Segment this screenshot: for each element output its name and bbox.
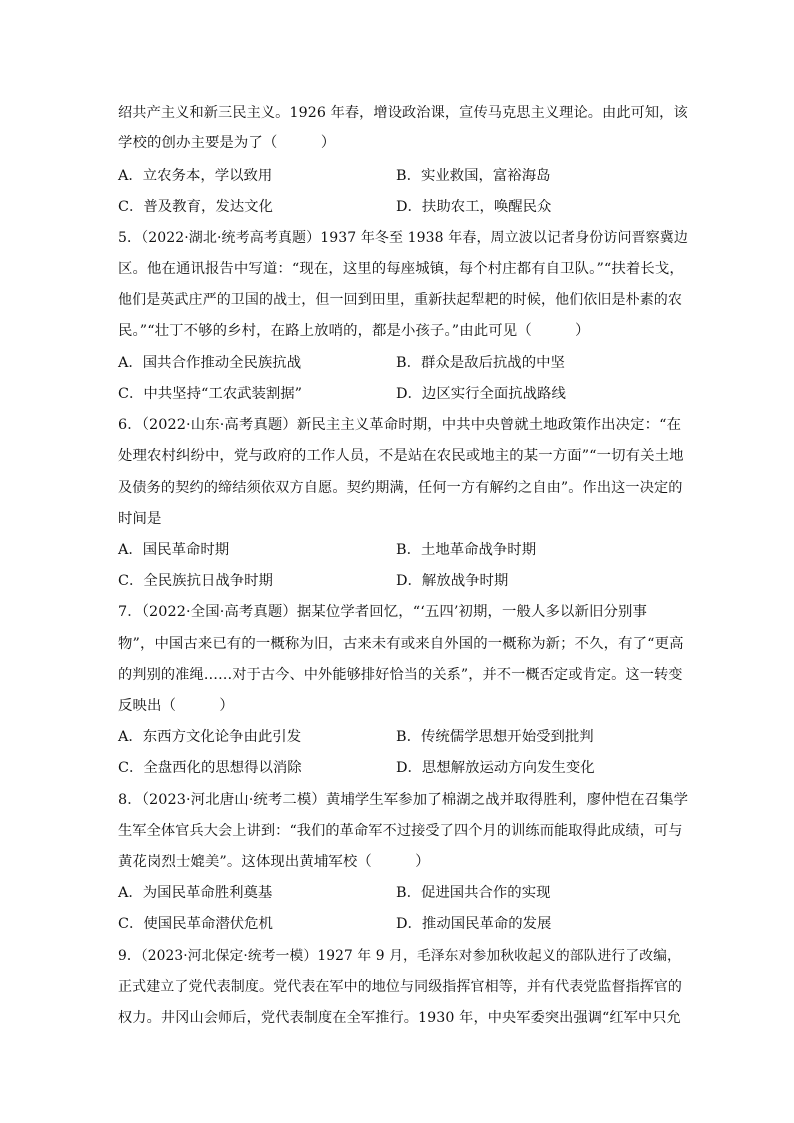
question-text-line: 黄花岗烈士媲美”。这体现出黄埔军校（ ）: [118, 854, 430, 870]
option-d: D．思想解放运动方向发生变化: [396, 760, 595, 776]
question-text-line: 绍共产主义和新三民主义。1926 年春，增设政治课，宣传马克思主义理论。由此可知，该: [118, 105, 688, 121]
option-d: D．扶助农工，唤醒民众: [396, 199, 552, 215]
options-row: [118, 758, 688, 778]
question-text-line: 及债务的契约的缔结须依双方自愿。契约期满，任何一方有解约之自由”。作出这一决定的: [118, 480, 683, 496]
option-b: B．土地革命战争时期: [396, 542, 537, 558]
options-row: [118, 166, 688, 186]
question-text-line: 反映出（ ）: [118, 698, 234, 714]
question-text-line: 正式建立了党代表制度。党代表在军中的地位与同级指挥官相等，并有代表党监督指挥官的: [118, 979, 682, 995]
option-d: D．解放战争时期: [396, 573, 509, 589]
option-c: C．中共坚持“工农武装割据”: [118, 386, 303, 402]
option-b: B．实业救国，富裕海岛: [396, 168, 551, 184]
question-text-line: 学校的创办主要是为了（ ）: [118, 135, 336, 151]
question-text-line: 生军全体官兵大会上讲到：“我们的革命军不过接受了四个月的训练而能取得此成绩，可与: [118, 823, 683, 839]
question-8-stem: 8．（2023·河北唐山·统考二模）黄埔学生军参加了棉湖之战并取得胜利，廖仲恺在召集学: [118, 792, 689, 808]
option-d: D．推动国民革命的发展: [396, 916, 552, 932]
question-text-line: 区。他在通讯报告中写道：“现在，这里的每座城镇，每个村庄都有自卫队。”“扶着长戈，: [118, 261, 684, 277]
option-a: A．国民革命时期: [118, 542, 230, 558]
question-6-stem: 6．（2022·山东·高考真题）新民主主义革命时期，中共中央曾就土地政策作出决定：“在: [118, 417, 682, 433]
question-text-line: 权力。井冈山会师后，党代表制度在全军推行。1930 年，中央军委突出强调“红军中只允: [118, 1010, 681, 1026]
option-a: A．立农务本，学以致用: [118, 168, 273, 184]
question-text-line: 他们是英武庄严的卫国的战士，但一回到田里，重新扶起犁耙的时候，他们依旧是朴素的农: [118, 292, 682, 308]
question-text-line: 物”，中国古来已有的一概称为旧，古来未有或来自外国的一概称为新；不久，有了“更高: [118, 636, 684, 652]
options-row: [118, 883, 688, 903]
options-row: [118, 914, 688, 934]
question-text-line: 的判别的准绳……对于古今、中外能够排好恰当的关系”，并不一概否定或肯定。这一转变: [118, 667, 683, 683]
question-text-line: 民。”“壮丁不够的乡村，在路上放哨的，都是小孩子。”由此可见（ ）: [118, 323, 590, 339]
question-text-line: 时间是: [118, 511, 162, 527]
option-c: C．普及教育，发达文化: [118, 199, 273, 215]
option-a: A．为国民革命胜利奠基: [118, 885, 273, 901]
option-c: C．全盘西化的思想得以消除: [118, 760, 302, 776]
option-a: A．东西方文化论争由此引发: [118, 729, 302, 745]
option-b: B．促进国共合作的实现: [396, 885, 551, 901]
options-row: [118, 727, 688, 747]
question-7-stem: 7．（2022·全国·高考真题）据某位学者回忆，“‘五四’初期，一般人多以新旧分别事: [118, 604, 647, 620]
options-row: [118, 353, 688, 373]
option-c: C．使国民革命潜伏危机: [118, 916, 273, 932]
option-d: D．边区实行全面抗战路线: [396, 386, 566, 402]
question-5-stem: 5．（2022·湖北·统考高考真题）1937 年冬至 1938 年春，周立波以记者身份访问晋察冀边: [118, 230, 688, 246]
option-a: A．国共合作推动全民族抗战: [118, 355, 302, 371]
option-b: B．传统儒学思想开始受到批判: [396, 729, 594, 745]
options-row: [118, 540, 688, 560]
question-9-stem: 9．（2023·河北保定·统考一模）1927 年 9 月，毛泽东对参加秋收起义的部队进行了改编，: [118, 948, 681, 964]
options-row: [118, 571, 688, 591]
options-row: [118, 197, 688, 217]
option-c: C．全民族抗日战争时期: [118, 573, 273, 589]
option-b: B．群众是敌后抗战的中坚: [396, 355, 565, 371]
question-text-line: 处理农村纠纷中，党与政府的工作人员，不是站在农民或地主的某一方面”“一切有关土地: [118, 448, 684, 464]
options-row: [118, 384, 688, 404]
